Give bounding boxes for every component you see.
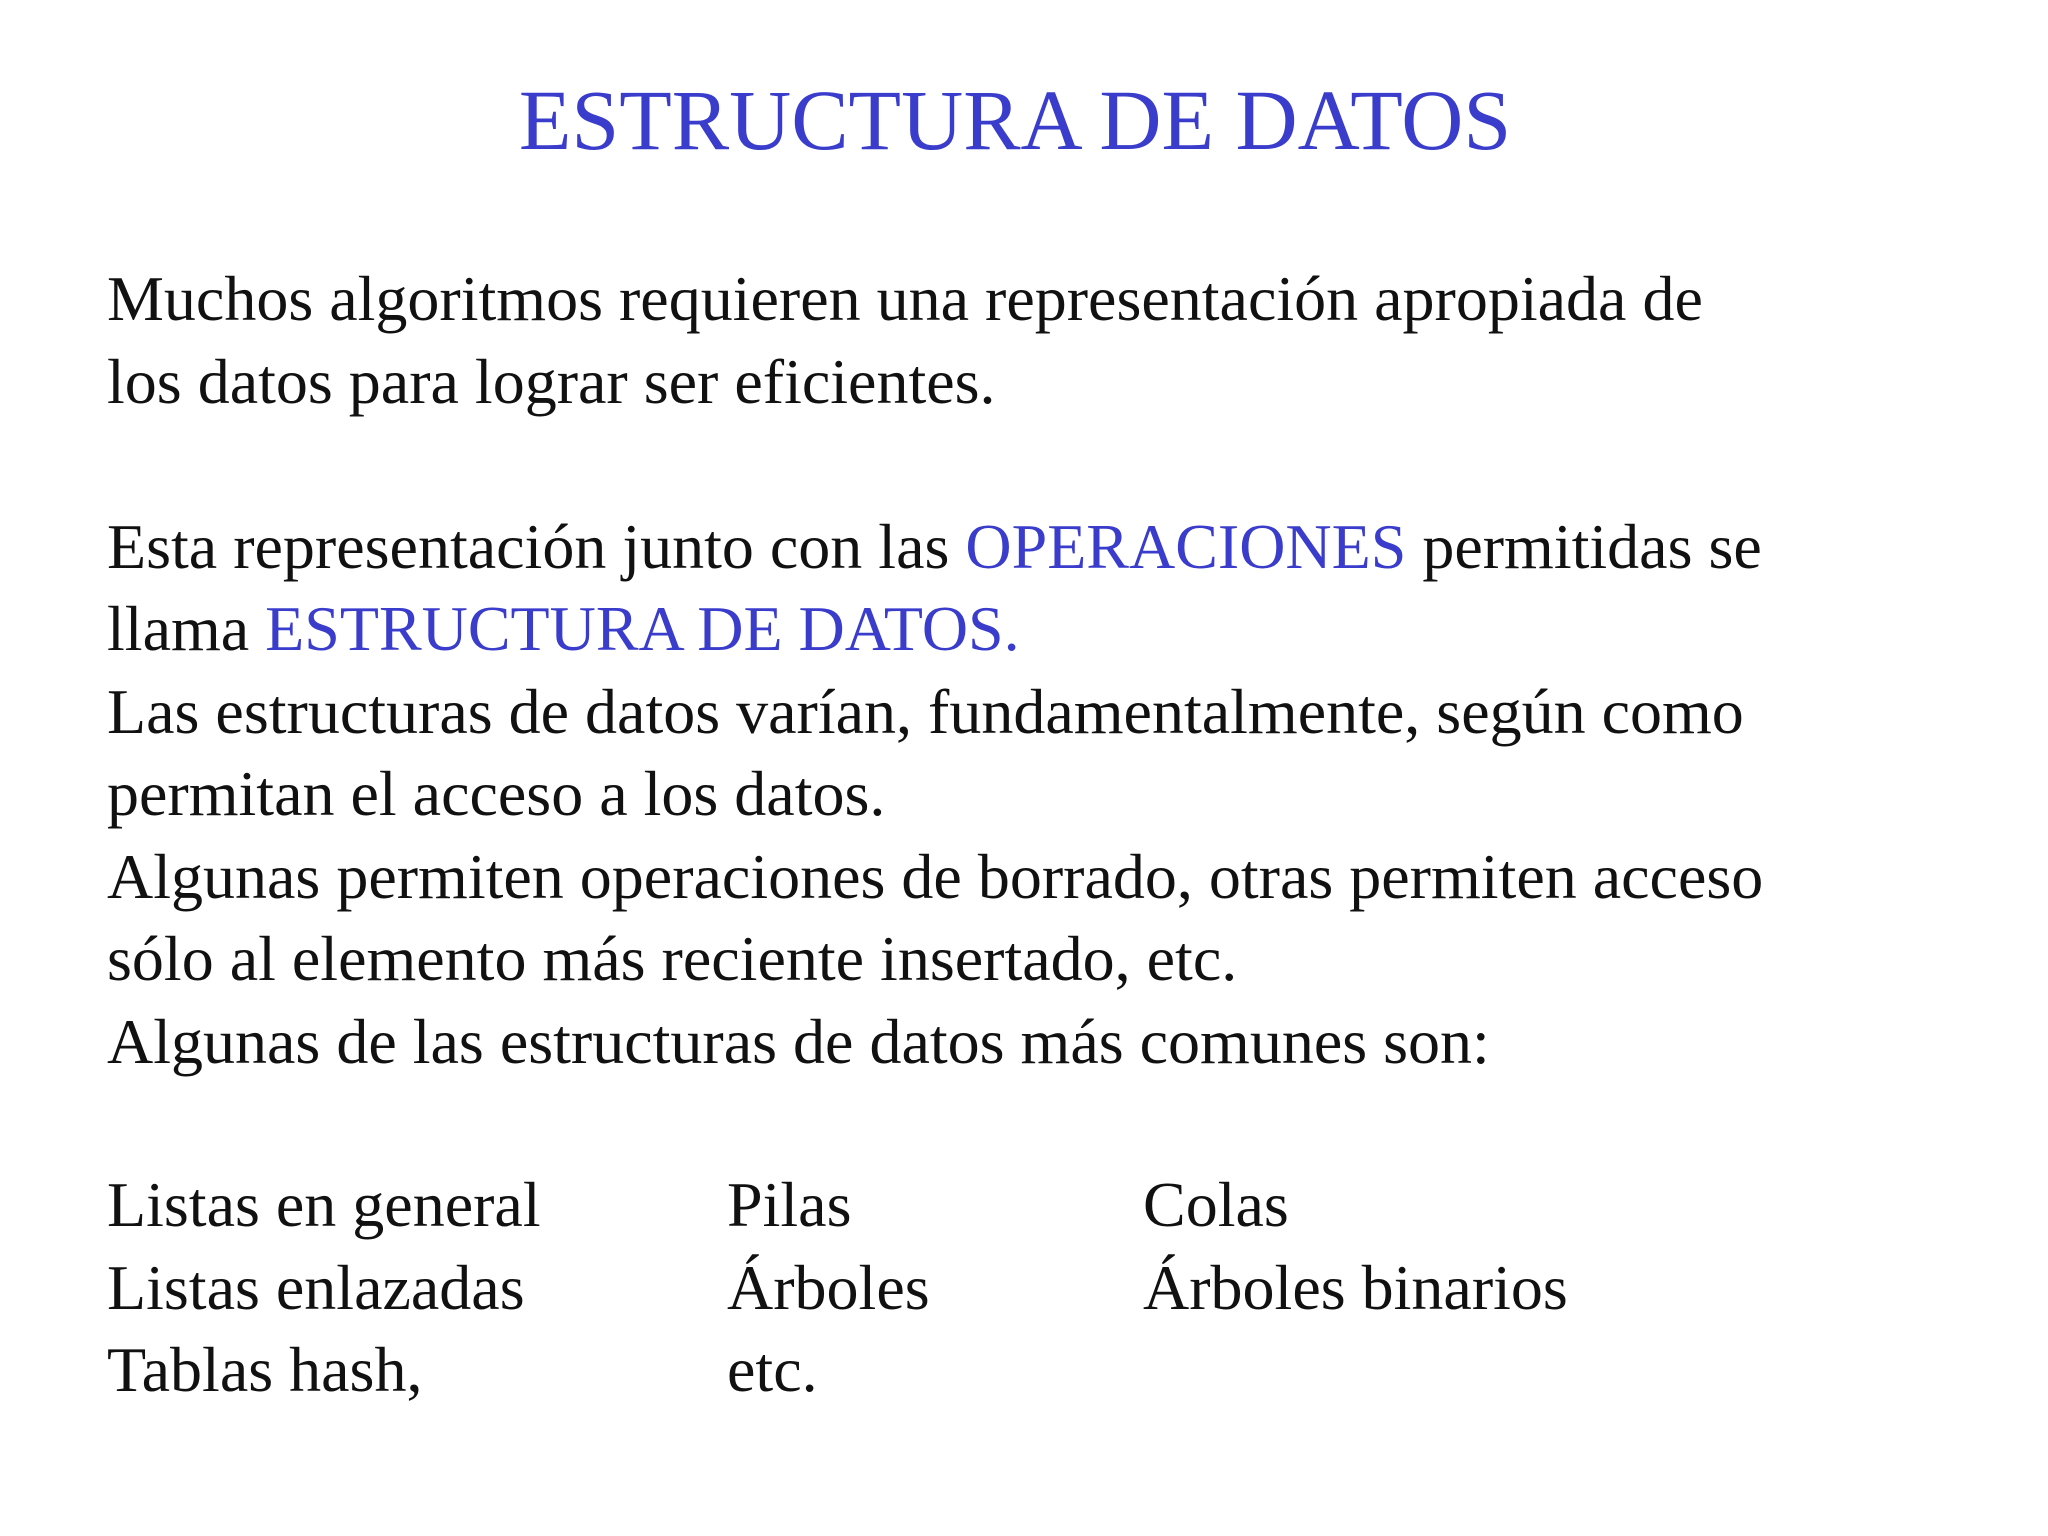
slide-body [107,258,1987,1083]
paragraph-operations-line-2: sólo al elemento más reciente insertado, etc. [107,923,1238,994]
structures-row [107,1247,1743,1330]
structures-row [107,1164,1743,1247]
structure-item: Pilas [727,1169,852,1240]
blank-line [107,423,1987,506]
highlight-operaciones: OPERACIONES [965,510,1407,582]
paragraph-intro-line-1: Muchos algoritmos requieren una representación apropiada de [107,263,1703,334]
paragraph-access-line-1: Las estructuras de datos varían, fundamentalmente, según como [107,675,1744,747]
definition-line2-prefix: llama [107,593,266,664]
paragraph-common-line-1: Algunas de las estructuras de datos más comunes son: [107,1005,1490,1077]
structure-item: Listas en general [107,1169,541,1240]
paragraph-intro-line-2: los datos para lograr ser eficientes. [107,345,996,417]
highlight-estructura-de-datos: ESTRUCTURA DE DATOS. [265,593,1020,664]
structure-item: etc. [727,1334,818,1405]
paragraph-definition-line-1 [107,506,1987,589]
structure-item: Listas enlazadas [107,1251,525,1323]
structures-list [107,1164,1743,1412]
structure-item: Tablas hash, [107,1334,423,1405]
slide-title: ESTRUCTURA DE DATOS [518,72,1512,168]
structure-item: Árboles [727,1251,930,1323]
definition-text-prefix: Esta representación junto con las [107,510,966,582]
structure-item [1143,1329,1743,1412]
paragraph-operations-line-1: Algunas permiten operaciones de borrado, otras permiten acceso [107,840,1764,912]
definition-text-suffix: permitidas se [1406,510,1762,582]
structures-row [107,1329,1743,1412]
structure-item: Colas [1143,1169,1289,1240]
paragraph-definition-line-2 [107,588,1987,671]
structure-item: Árboles binarios [1143,1251,1568,1323]
paragraph-access-line-2: permitan el acceso a los datos. [107,758,886,829]
